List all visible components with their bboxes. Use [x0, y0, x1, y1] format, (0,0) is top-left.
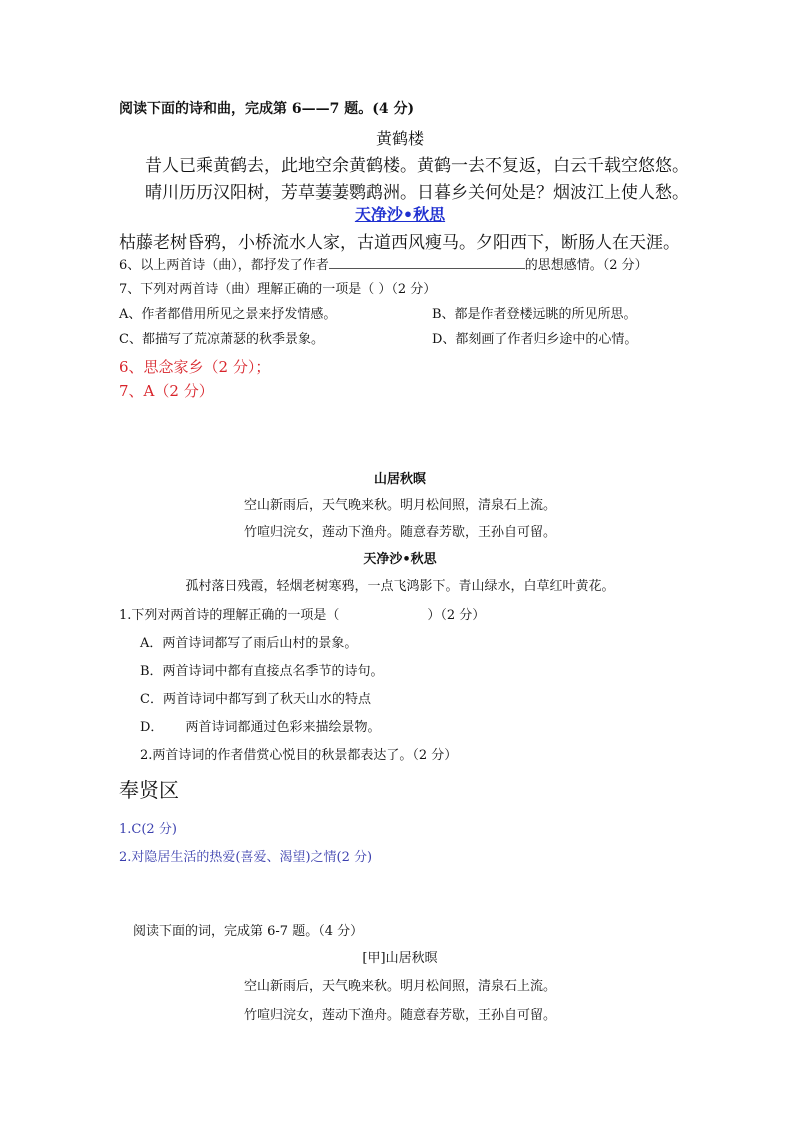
- answer-7: 7、A（2 分）: [119, 382, 214, 400]
- option-b: B、都是作者登楼远眺的所见所思。: [432, 307, 637, 322]
- section3-line1: 空山新雨后，天气晚来秋。明月松间照，清泉石上流。: [243, 979, 556, 994]
- poem4-line1: 孤村落日残霞，轻烟老树寒鸦，一点飞鸿影下。青山绿水，白草红叶黄花。: [185, 579, 615, 594]
- option-c: C、都描写了荒凉萧瑟的秋季景象。: [119, 332, 324, 347]
- question-1-suffix: ）（2 分）: [427, 608, 486, 623]
- question-6: [119, 254, 648, 273]
- poem1-line2: 晴川历历汉阳树，芳草萋萋鹦鹉洲。日暮乡关何处是？烟波江上使人愁。: [145, 183, 689, 203]
- answer-1: 1.C(2 分): [119, 822, 177, 837]
- choice-d: [140, 716, 380, 735]
- section3-line2: 竹喧归浣女，莲动下渔舟。随意春芳歇，王孙自可留。: [243, 1008, 556, 1023]
- choice-b: B．两首诗词中都有直接点名季节的诗句。: [140, 664, 384, 679]
- poem3-line2: 竹喧归浣女，莲动下渔舟。随意春芳歇，王孙自可留。: [243, 525, 556, 540]
- poem1-title: 黄鹤楼: [375, 129, 424, 148]
- poem4-title: 天净沙•秋思: [363, 552, 437, 567]
- poem2-line1: 枯藤老树昏鸦，小桥流水人家，古道西风瘦马。夕阳西下，断肠人在天涯。: [119, 233, 680, 253]
- poem1-line1: 昔人已乘黄鹤去，此地空余黄鹤楼。黄鹤一去不复返，白云千载空悠悠。: [145, 156, 689, 176]
- section3-title: [甲]山居秋暝: [362, 951, 438, 966]
- poem3-title: 山居秋暝: [373, 472, 426, 487]
- district-heading: 奉贤区: [119, 778, 179, 802]
- question-1-prefix: 1.下列对两首诗的理解正确的一项是（: [119, 608, 340, 623]
- section1-instruction: 阅读下面的诗和曲，完成第 6——7 题。(4 分): [119, 101, 415, 117]
- question-1: [119, 604, 485, 623]
- answer-2: 2.对隐居生活的热爱(喜爱、渴望)之情(2 分): [119, 850, 373, 865]
- choice-a: A．两首诗词都写了雨后山村的景象。: [140, 636, 358, 651]
- answer-blank: [329, 256, 525, 269]
- choice-d-text: 两首诗词都通过色彩来描绘景物。: [185, 720, 381, 735]
- question-6-prefix: 6、以上两首诗（曲），都抒发了作者: [119, 258, 329, 273]
- poem2-title-link[interactable]: 天净沙•秋思: [354, 205, 446, 224]
- question-6-suffix: 的思想感情。（2 分）: [524, 258, 648, 273]
- poem3-line1: 空山新雨后，天气晚来秋。明月松间照，清泉石上流。: [243, 498, 556, 513]
- option-a: A、作者都借用所见之景来抒发情感。: [119, 307, 337, 322]
- section3-instruction: 阅读下面的词，完成第 6-7 题。（4 分）: [133, 924, 364, 939]
- option-d: D、都刻画了作者归乡途中的心情。: [432, 332, 638, 347]
- question-7: 7、下列对两首诗（曲）理解正确的一项是（ ）（2 分）: [119, 282, 437, 297]
- choice-c: C．两首诗词中都写到了秋天山水的特点: [140, 692, 371, 707]
- answer-6: 6、思念家乡（2 分）；: [119, 358, 271, 376]
- choice-d-label: D．: [140, 720, 164, 735]
- question-2: 2.两首诗词的作者借赏心悦目的秋景都表达了。（2 分）: [140, 748, 458, 763]
